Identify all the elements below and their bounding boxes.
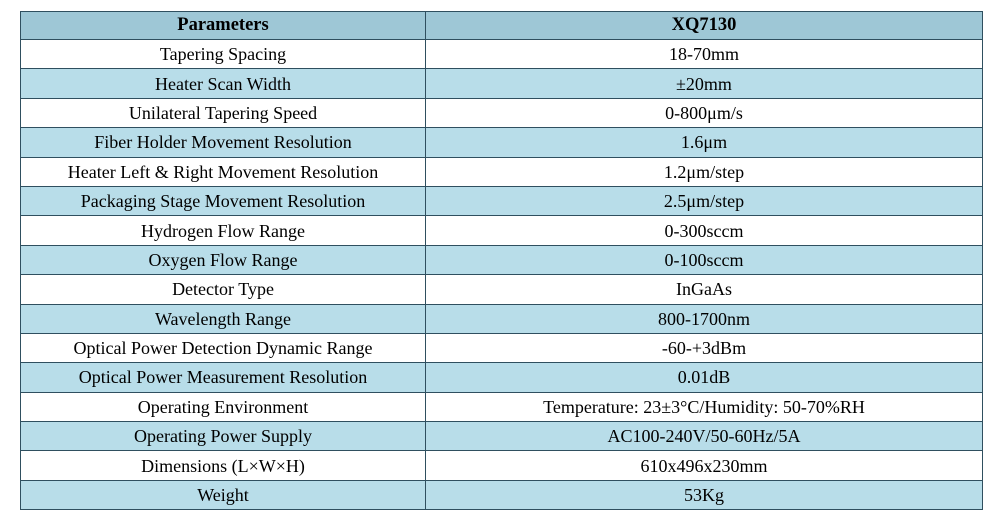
table-row (21, 422, 983, 451)
param-cell: Dimensions (L×W×H) (21, 451, 426, 480)
param-cell: Operating Power Supply (21, 422, 426, 451)
header-row (21, 12, 983, 40)
value-cell: 1.2μm/step (426, 157, 983, 186)
param-cell: Optical Power Detection Dynamic Range (21, 333, 426, 362)
value-cell: ±20mm (426, 69, 983, 98)
table-header (21, 12, 983, 40)
header-parameters: Parameters (21, 12, 426, 40)
value-cell: 1.6μm (426, 128, 983, 157)
table-row (21, 40, 983, 69)
param-cell: Weight (21, 480, 426, 509)
param-cell: Tapering Spacing (21, 40, 426, 69)
table-row (21, 333, 983, 362)
value-cell: 2.5μm/step (426, 186, 983, 215)
param-cell: Fiber Holder Movement Resolution (21, 128, 426, 157)
table-row (21, 363, 983, 392)
table-row (21, 157, 983, 186)
param-cell: Unilateral Tapering Speed (21, 98, 426, 127)
table-row (21, 128, 983, 157)
value-cell: 18-70mm (426, 40, 983, 69)
table-row (21, 392, 983, 421)
table-row (21, 69, 983, 98)
table-row (21, 275, 983, 304)
value-cell: AC100-240V/50-60Hz/5A (426, 422, 983, 451)
table-row (21, 186, 983, 215)
table-row (21, 216, 983, 245)
value-cell: 0-100sccm (426, 245, 983, 274)
param-cell: Hydrogen Flow Range (21, 216, 426, 245)
table-row (21, 304, 983, 333)
specifications-table (20, 11, 983, 510)
param-cell: Heater Scan Width (21, 69, 426, 98)
param-cell: Packaging Stage Movement Resolution (21, 186, 426, 215)
value-cell: -60-+3dBm (426, 333, 983, 362)
value-cell: 53Kg (426, 480, 983, 509)
value-cell: 0.01dB (426, 363, 983, 392)
table-row (21, 245, 983, 274)
value-cell: 0-300sccm (426, 216, 983, 245)
value-cell: 610x496x230mm (426, 451, 983, 480)
param-cell: Heater Left & Right Movement Resolution (21, 157, 426, 186)
value-cell: 800-1700nm (426, 304, 983, 333)
param-cell: Operating Environment (21, 392, 426, 421)
value-cell: InGaAs (426, 275, 983, 304)
table-row (21, 480, 983, 509)
table-row (21, 98, 983, 127)
param-cell: Wavelength Range (21, 304, 426, 333)
param-cell: Optical Power Measurement Resolution (21, 363, 426, 392)
header-model: XQ7130 (426, 12, 983, 40)
value-cell: Temperature: 23±3°C/Humidity: 50-70%RH (426, 392, 983, 421)
value-cell: 0-800μm/s (426, 98, 983, 127)
table-body (21, 40, 983, 510)
param-cell: Oxygen Flow Range (21, 245, 426, 274)
table-row (21, 451, 983, 480)
param-cell: Detector Type (21, 275, 426, 304)
